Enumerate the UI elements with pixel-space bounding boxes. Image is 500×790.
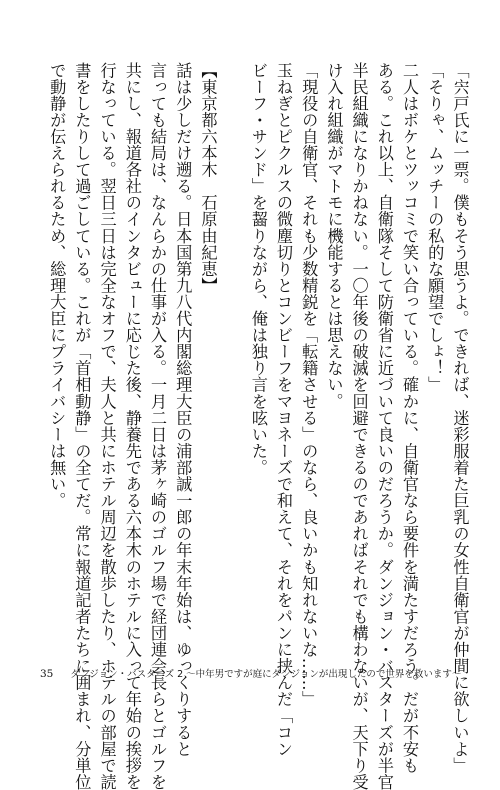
text-line: ある。これ以上、自衛隊そして防衛省に近づいて良いのだろうか。ダンジョン・バスターズが半官	[374, 62, 394, 790]
page-number: 35	[40, 668, 54, 680]
text-line: 「そりゃ、ムッチーの私的な願望でしょ！」	[425, 62, 445, 393]
section-gap	[220, 62, 245, 652]
text-line: で動静が伝えられるため、総理大臣にプライバシーは無い。	[47, 62, 67, 509]
text-line: 書をしたりして過ごしている。これが「首相動静」の全てだ。常に報道記者たちに囲まれ、分単位	[72, 62, 92, 790]
text-line: 言っても結局は、なんらかの仕事が入る。一月二日は茅ヶ崎のゴルフ場で経団連会長らとゴルフを	[148, 62, 168, 790]
text-line: 「宍戸氏に一票。僕もそう思うよ。できれば、迷彩服着た巨乳の女性自衛官が仲間に欲しいよ」	[450, 62, 470, 774]
section-heading: 【東京都六本木 石原由紀恵】	[198, 62, 218, 294]
text-line: 行なっている。翌日三日は完全なオフで、夫人と共にホテル周辺を散歩したり、ホテルの部屋で読	[97, 62, 117, 790]
text-line: け入れ組織がマトモに機能するとは思えない。	[324, 62, 344, 410]
text-line: 共にし、報道各社のインタビューに応じた後、静養先である六本木のホテルに入って年始の挨拶を	[122, 62, 142, 790]
page-footer	[40, 666, 480, 680]
text-line: 玉ねぎとピクルスの微塵切りとコンビーフをマヨネーズで和えて、それをパンに挟んだ「コン	[274, 62, 294, 758]
text-line: ビーフ・サンド」を齧りながら、俺は独り言を呟いた。	[248, 62, 268, 476]
text-line: 二人はボケとツッコミで笑い合っている。確かに、自衛官なら要件を満たすだろう。だが不安も	[400, 62, 420, 774]
text-line: 話は少しだけ遡る。日本国第九八代内閣総理大臣の浦部誠一郎の年末年始は、ゆっくりすると	[173, 62, 193, 758]
running-title: ダンジョン・バスターズ 2 〜中年男ですが庭にダンジョンが出現したので世界を救います〜	[70, 669, 462, 680]
text-line: 半民組織になりかねない。一〇年後の破滅を回避できるのであればそれでも構わないが、天下り受	[349, 62, 369, 790]
text-line: 「現役の自衛官、それも少数精鋭を「転籍させる」のなら、良いかも知れないな……」	[299, 62, 319, 708]
